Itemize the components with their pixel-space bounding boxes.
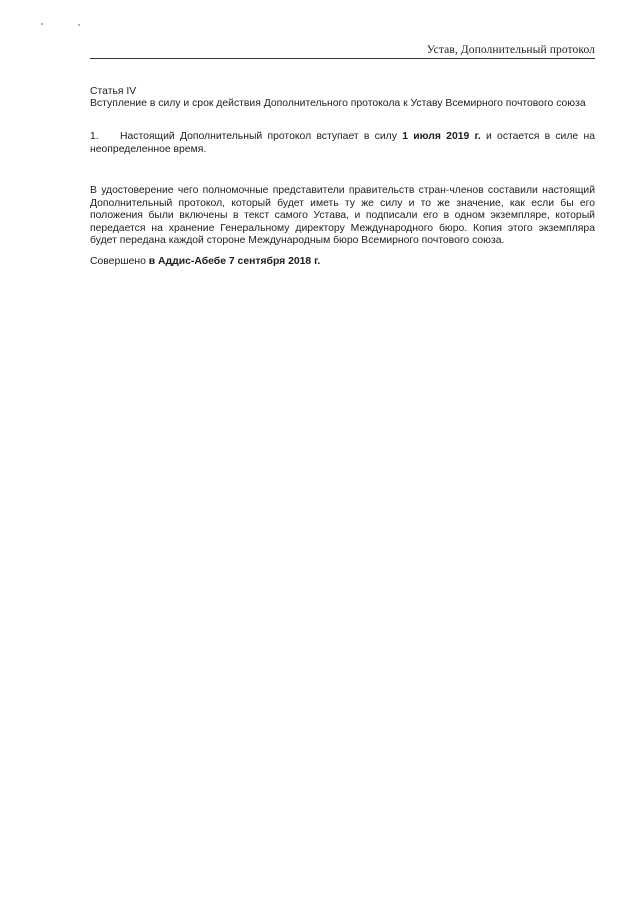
entry-into-force-date: 1 июля 2019 г. — [402, 131, 481, 142]
article-title: Вступление в силу и срок действия Дополнительного протокола к Уставу Всемирного почтового союза — [90, 98, 586, 109]
done-line — [90, 256, 595, 269]
clause-1 — [90, 131, 595, 156]
done-place-date: в Аддис-Абебе 7 сентября 2018 г. — [148, 256, 321, 267]
running-header: Устав, Дополнительный протокол — [426, 44, 595, 56]
clause-text-after: и остается в силе на неопределенное время. — [90, 131, 595, 155]
scan-speck — [78, 24, 80, 26]
article-number: Статья IV — [90, 86, 137, 97]
scan-speck — [41, 23, 43, 25]
done-prefix: Совершено — [90, 256, 149, 267]
clause-number: 1. — [90, 131, 99, 142]
header-rule — [90, 58, 595, 59]
clause-text-before: Настоящий Дополнительный протокол вступает в силу — [120, 131, 403, 142]
witness-paragraph: В удостоверение чего полномочные представители правительств стран-членов составили настоящий Дополнительный протокол, который будет иметь ту же силу и то же значение, как если бы его положения были включены в текст самого Устава, и подписали его в одном экземпляре, который передается на хранение Генеральному директору Международного бюро. Копия этого экземпляра будет передана каждой стороне Международным бюро Всемирного почтового союза. — [90, 185, 595, 247]
